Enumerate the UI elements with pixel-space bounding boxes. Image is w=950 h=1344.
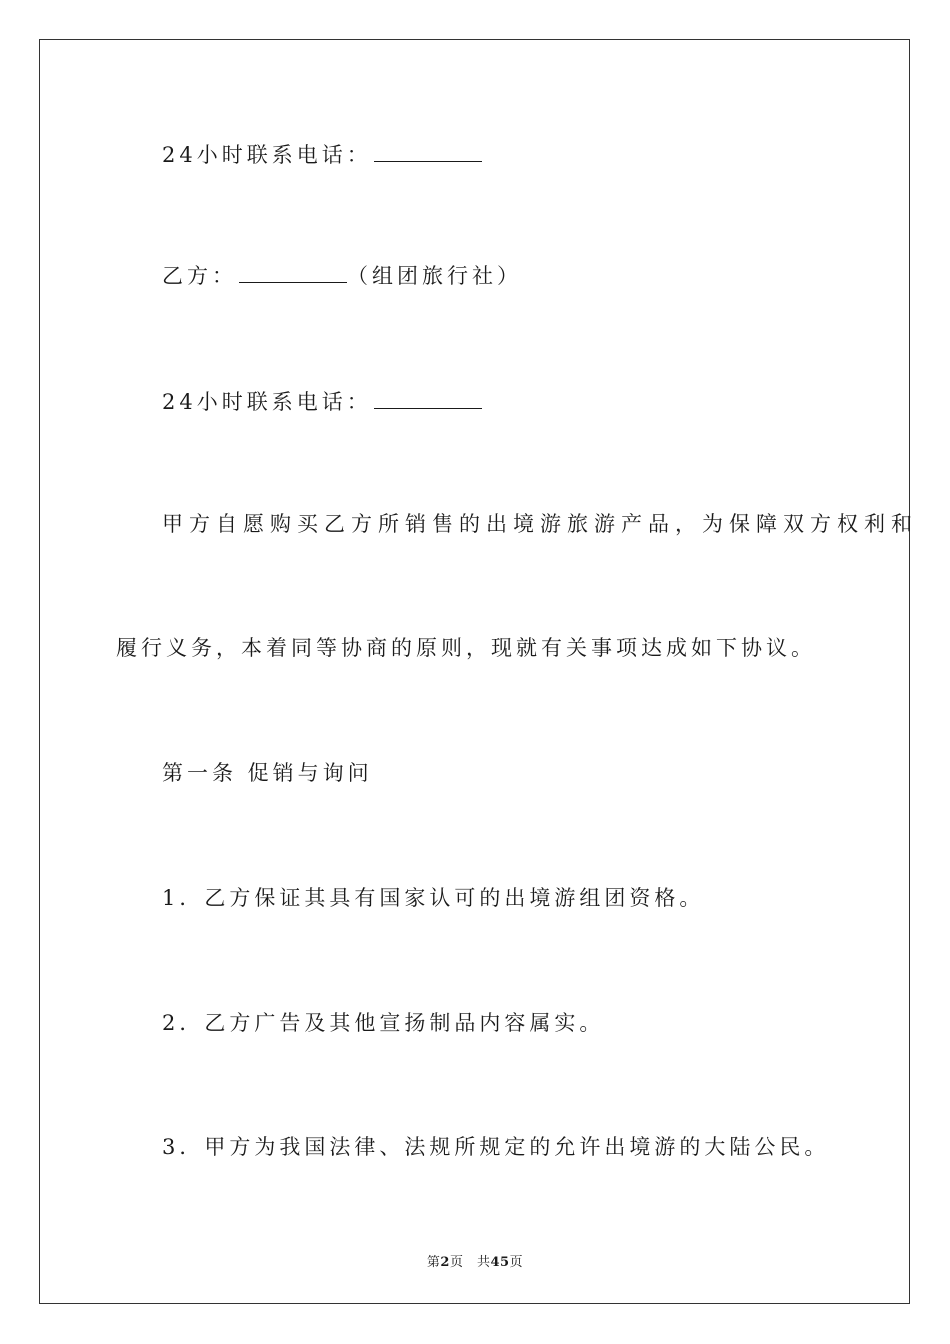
article-1-item-3: 3．甲方为我国法律、法规所规定的允许出境游的大陆公民。 [162,1135,830,1159]
party-a-phone-label: 24小时联系电话： [162,143,372,167]
party-b-name-suffix: （组团旅行社） [347,264,522,288]
party-b-name-line [162,264,522,287]
preamble-line-1: 甲方自愿购买乙方所销售的出境游旅游产品，为保障双方权利和 [162,512,918,536]
footer-page-mid: 页 共 [449,1255,491,1270]
party-b-phone-label: 24小时联系电话： [162,390,372,414]
party-b-name-blank [239,264,347,283]
party-a-phone-line [162,143,482,166]
party-b-phone-line [162,390,482,413]
footer-page-prefix: 第 [426,1255,441,1270]
article-1-item-1: 1．乙方保证其具有国家认可的出境游组团资格。 [162,886,705,910]
page-footer [0,1251,950,1270]
footer-total-pages: 45 [490,1255,510,1270]
party-a-phone-blank [374,143,482,162]
article-1-title: 第一条 促销与询问 [162,761,373,785]
page-border [39,39,910,1304]
party-b-name-label: 乙方： [162,264,237,288]
article-1-item-2: 2．乙方广告及其他宣扬制品内容属实。 [162,1011,605,1035]
footer-page-number: 2 [440,1255,450,1270]
party-b-phone-blank [374,390,482,409]
footer-page-suffix: 页 [509,1255,524,1270]
preamble-line-2: 履行义务，本着同等协商的原则，现就有关事项达成如下协议。 [116,636,816,660]
